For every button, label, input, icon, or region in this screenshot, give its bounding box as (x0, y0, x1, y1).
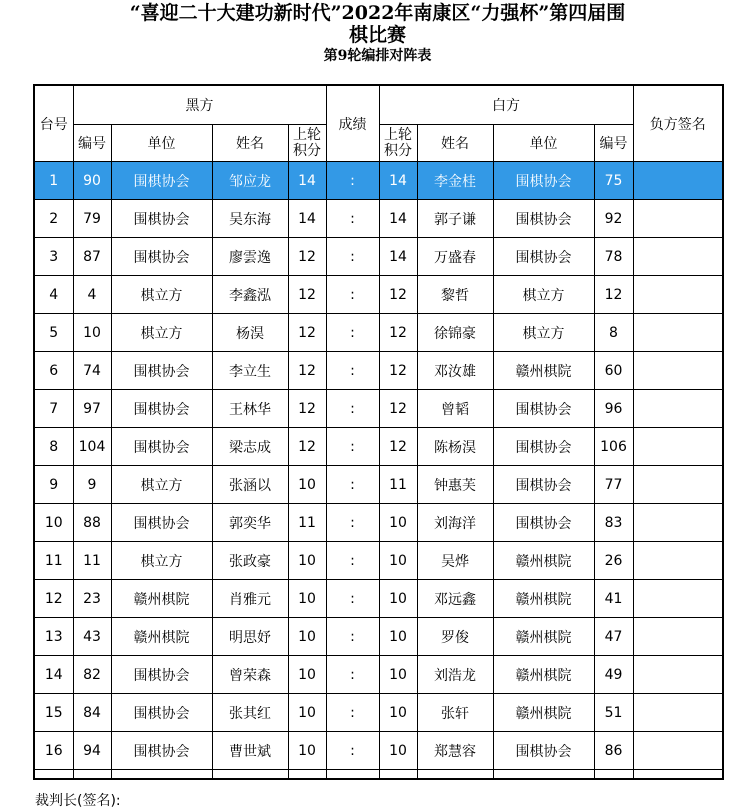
cell-result[interactable]: : (326, 694, 379, 732)
pairing-table (33, 84, 724, 780)
empty-cell (493, 770, 594, 780)
cell-white-name[interactable]: 张轩 (417, 694, 493, 732)
cell-table-no[interactable]: 16 (34, 732, 73, 770)
empty-cell (34, 770, 73, 780)
cell-white-unit[interactable]: 赣州棋院 (493, 580, 594, 618)
table-row[interactable] (34, 428, 723, 466)
cell-white-number[interactable]: 86 (594, 732, 633, 770)
cell-black-unit[interactable]: 棋立方 (111, 466, 212, 504)
cell-black-prev-score[interactable]: 10 (288, 580, 326, 618)
cell-white-unit[interactable]: 赣州棋院 (493, 352, 594, 390)
cell-result[interactable]: : (326, 162, 379, 200)
cell-table-no[interactable]: 6 (34, 352, 73, 390)
cell-white-unit[interactable]: 棋立方 (493, 314, 594, 352)
table-row[interactable] (34, 656, 723, 694)
cell-white-number[interactable]: 92 (594, 200, 633, 238)
cell-white-unit[interactable]: 棋立方 (493, 276, 594, 314)
empty-cell (379, 770, 417, 780)
cell-result[interactable]: : (326, 732, 379, 770)
cell-loser-sign[interactable] (633, 618, 723, 656)
cell-result[interactable]: : (326, 428, 379, 466)
cell-white-prev-score[interactable]: 12 (379, 314, 417, 352)
cell-black-name[interactable]: 肖雅元 (212, 580, 288, 618)
cell-black-unit[interactable]: 围棋协会 (111, 200, 212, 238)
cell-black-unit[interactable]: 围棋协会 (111, 352, 212, 390)
table-row[interactable] (34, 276, 723, 314)
empty-cell (212, 770, 288, 780)
cell-result[interactable]: : (326, 238, 379, 276)
cell-white-number[interactable]: 83 (594, 504, 633, 542)
cell-black-number[interactable]: 11 (73, 542, 111, 580)
cell-black-unit[interactable]: 围棋协会 (111, 694, 212, 732)
cell-black-name[interactable]: 郭奕华 (212, 504, 288, 542)
cell-black-unit[interactable]: 围棋协会 (111, 732, 212, 770)
cell-result[interactable]: : (326, 314, 379, 352)
cell-black-name[interactable]: 邹应龙 (212, 162, 288, 200)
cell-white-number[interactable]: 26 (594, 542, 633, 580)
cell-white-name[interactable]: 刘海洋 (417, 504, 493, 542)
pairing-rows (34, 162, 723, 780)
cell-white-unit[interactable]: 围棋协会 (493, 428, 594, 466)
cell-result[interactable]: : (326, 390, 379, 428)
header-black-name: 姓名 (212, 125, 288, 162)
cell-black-name[interactable]: 吴东海 (212, 200, 288, 238)
cell-white-unit[interactable]: 围棋协会 (493, 466, 594, 504)
table-row[interactable] (34, 504, 723, 542)
chief-referee-signature: 裁判长(签名): (35, 793, 121, 809)
cell-black-unit[interactable]: 围棋协会 (111, 162, 212, 200)
cell-black-number[interactable]: 74 (73, 352, 111, 390)
cell-white-name[interactable]: 郭子谦 (417, 200, 493, 238)
cell-black-unit[interactable]: 赣州棋院 (111, 618, 212, 656)
cell-white-prev-score[interactable]: 10 (379, 580, 417, 618)
cell-white-name[interactable]: 郑慧容 (417, 732, 493, 770)
cell-white-name[interactable]: 曾韬 (417, 390, 493, 428)
header-black-number: 编号 (73, 125, 111, 162)
cell-loser-sign[interactable] (633, 314, 723, 352)
cell-loser-sign[interactable] (633, 580, 723, 618)
cell-white-prev-score[interactable]: 14 (379, 238, 417, 276)
header-black: 黑方 (73, 85, 326, 125)
cell-black-unit[interactable]: 围棋协会 (111, 656, 212, 694)
cell-result[interactable]: : (326, 466, 379, 504)
header-loser-sign: 负方签名 (633, 85, 723, 162)
cell-black-prev-score[interactable]: 10 (288, 656, 326, 694)
cell-result[interactable]: : (326, 504, 379, 542)
cell-black-name[interactable]: 曾荣森 (212, 656, 288, 694)
cell-black-name[interactable]: 曹世斌 (212, 732, 288, 770)
cell-white-name[interactable]: 徐锦豪 (417, 314, 493, 352)
cell-black-number[interactable]: 43 (73, 618, 111, 656)
cell-table-no[interactable]: 15 (34, 694, 73, 732)
cell-black-number[interactable]: 79 (73, 200, 111, 238)
cell-white-prev-score[interactable]: 12 (379, 390, 417, 428)
cell-black-number[interactable]: 4 (73, 276, 111, 314)
table-row[interactable] (34, 466, 723, 504)
cell-white-number[interactable]: 8 (594, 314, 633, 352)
cell-white-prev-score[interactable]: 10 (379, 656, 417, 694)
cell-loser-sign[interactable] (633, 694, 723, 732)
header-white-prev-score: 上轮积分 (379, 125, 417, 162)
cell-black-unit[interactable]: 棋立方 (111, 542, 212, 580)
cell-white-name[interactable]: 黎哲 (417, 276, 493, 314)
cell-white-prev-score[interactable]: 12 (379, 276, 417, 314)
cell-loser-sign[interactable] (633, 428, 723, 466)
cell-white-number[interactable]: 12 (594, 276, 633, 314)
table-row[interactable] (34, 580, 723, 618)
cell-black-name[interactable]: 王林华 (212, 390, 288, 428)
cell-black-prev-score[interactable]: 10 (288, 694, 326, 732)
cell-table-no[interactable]: 8 (34, 428, 73, 466)
cell-table-no[interactable]: 12 (34, 580, 73, 618)
cell-table-no[interactable]: 2 (34, 200, 73, 238)
empty-cell (633, 770, 723, 780)
cell-result[interactable]: : (326, 618, 379, 656)
header-black-prev-score: 上轮积分 (288, 125, 326, 162)
cell-table-no[interactable]: 11 (34, 542, 73, 580)
cell-table-no[interactable]: 5 (34, 314, 73, 352)
title-line-2: 棋比赛 (348, 24, 406, 46)
cell-black-name[interactable]: 李鑫泓 (212, 276, 288, 314)
cell-black-name[interactable]: 廖雲逸 (212, 238, 288, 276)
table-row[interactable] (34, 314, 723, 352)
cell-result[interactable]: : (326, 352, 379, 390)
cell-loser-sign[interactable] (633, 466, 723, 504)
cell-white-number[interactable]: 49 (594, 656, 633, 694)
cell-white-name[interactable]: 李金桂 (417, 162, 493, 200)
cell-white-number[interactable]: 51 (594, 694, 633, 732)
table-row[interactable] (34, 238, 723, 276)
cell-white-name[interactable]: 邓汝雄 (417, 352, 493, 390)
cell-white-prev-score[interactable]: 10 (379, 694, 417, 732)
cell-black-name[interactable]: 张政豪 (212, 542, 288, 580)
cell-white-unit[interactable]: 赣州棋院 (493, 542, 594, 580)
cell-black-unit[interactable]: 围棋协会 (111, 504, 212, 542)
cell-black-prev-score[interactable]: 12 (288, 276, 326, 314)
cell-white-name[interactable]: 刘浩龙 (417, 656, 493, 694)
cell-black-number[interactable]: 94 (73, 732, 111, 770)
cell-loser-sign[interactable] (633, 162, 723, 200)
cell-loser-sign[interactable] (633, 390, 723, 428)
cell-white-prev-score[interactable]: 10 (379, 504, 417, 542)
cell-white-name[interactable]: 罗俊 (417, 618, 493, 656)
cell-black-prev-score[interactable]: 10 (288, 466, 326, 504)
header-row-1 (34, 85, 723, 125)
table-row[interactable] (34, 694, 723, 732)
table-row[interactable] (34, 200, 723, 238)
cell-white-number[interactable]: 60 (594, 352, 633, 390)
cell-black-number[interactable]: 97 (73, 390, 111, 428)
cell-white-prev-score[interactable]: 10 (379, 618, 417, 656)
cell-white-prev-score[interactable]: 12 (379, 352, 417, 390)
cell-loser-sign[interactable] (633, 542, 723, 580)
cell-white-unit[interactable]: 赣州棋院 (493, 618, 594, 656)
empty-cell (73, 770, 111, 780)
cell-black-prev-score[interactable]: 10 (288, 542, 326, 580)
cell-white-prev-score[interactable]: 10 (379, 732, 417, 770)
cell-white-prev-score[interactable]: 12 (379, 428, 417, 466)
cell-black-name[interactable]: 梁志成 (212, 428, 288, 466)
header-table-no: 台号 (34, 85, 73, 162)
cell-loser-sign[interactable] (633, 352, 723, 390)
header-white-number: 编号 (594, 125, 633, 162)
cell-black-prev-score[interactable]: 14 (288, 162, 326, 200)
cell-black-name[interactable]: 李立生 (212, 352, 288, 390)
cell-black-number[interactable]: 9 (73, 466, 111, 504)
cell-black-name[interactable]: 明思妤 (212, 618, 288, 656)
cell-result[interactable]: : (326, 276, 379, 314)
table-row[interactable] (34, 732, 723, 770)
cell-white-unit[interactable]: 围棋协会 (493, 504, 594, 542)
table-row[interactable] (34, 390, 723, 428)
cell-black-prev-score[interactable]: 12 (288, 390, 326, 428)
cell-black-prev-score[interactable]: 12 (288, 314, 326, 352)
cell-black-prev-score[interactable]: 11 (288, 504, 326, 542)
table-row[interactable] (34, 162, 723, 200)
empty-cell (288, 770, 326, 780)
cell-white-prev-score[interactable]: 14 (379, 200, 417, 238)
header-black-unit: 单位 (111, 125, 212, 162)
cell-white-unit[interactable]: 围棋协会 (493, 732, 594, 770)
table-row[interactable] (34, 352, 723, 390)
cell-white-unit[interactable]: 围棋协会 (493, 200, 594, 238)
cell-loser-sign[interactable] (633, 656, 723, 694)
cell-loser-sign[interactable] (633, 238, 723, 276)
header-white: 白方 (379, 85, 633, 125)
cell-white-name[interactable]: 陈杨淏 (417, 428, 493, 466)
cell-white-name[interactable]: 邓远鑫 (417, 580, 493, 618)
title-line-1: “喜迎二十大建功新时代”2022年南康区“力强杯”第四届围 (129, 2, 626, 24)
header-result: 成绩 (326, 85, 379, 162)
cell-black-prev-score[interactable]: 12 (288, 428, 326, 466)
cell-black-number[interactable]: 87 (73, 238, 111, 276)
cell-black-number[interactable]: 84 (73, 694, 111, 732)
cell-white-unit[interactable]: 围棋协会 (493, 390, 594, 428)
cell-white-number[interactable]: 96 (594, 390, 633, 428)
cell-white-unit[interactable]: 赣州棋院 (493, 656, 594, 694)
cell-white-number[interactable]: 41 (594, 580, 633, 618)
header-white-unit: 单位 (493, 125, 594, 162)
table-row-empty (34, 770, 723, 780)
empty-cell (326, 770, 379, 780)
cell-table-no[interactable]: 1 (34, 162, 73, 200)
empty-cell (111, 770, 212, 780)
cell-result[interactable]: : (326, 580, 379, 618)
cell-table-no[interactable]: 9 (34, 466, 73, 504)
cell-white-prev-score[interactable]: 11 (379, 466, 417, 504)
cell-black-prev-score[interactable]: 10 (288, 732, 326, 770)
document-title (0, 2, 755, 46)
cell-black-number[interactable]: 88 (73, 504, 111, 542)
cell-white-number[interactable]: 78 (594, 238, 633, 276)
cell-black-number[interactable]: 104 (73, 428, 111, 466)
table-row[interactable] (34, 618, 723, 656)
cell-white-prev-score[interactable]: 14 (379, 162, 417, 200)
cell-result[interactable]: : (326, 656, 379, 694)
cell-white-unit[interactable]: 围棋协会 (493, 238, 594, 276)
cell-black-number[interactable]: 82 (73, 656, 111, 694)
cell-black-number[interactable]: 10 (73, 314, 111, 352)
cell-white-name[interactable]: 万盛春 (417, 238, 493, 276)
cell-black-unit[interactable]: 棋立方 (111, 314, 212, 352)
cell-black-name[interactable]: 张其红 (212, 694, 288, 732)
empty-cell (594, 770, 633, 780)
cell-black-unit[interactable]: 赣州棋院 (111, 580, 212, 618)
cell-black-number[interactable]: 90 (73, 162, 111, 200)
cell-black-prev-score[interactable]: 10 (288, 618, 326, 656)
cell-white-name[interactable]: 吴烨 (417, 542, 493, 580)
cell-white-prev-score[interactable]: 10 (379, 542, 417, 580)
cell-black-name[interactable]: 杨淏 (212, 314, 288, 352)
cell-table-no[interactable]: 10 (34, 504, 73, 542)
cell-white-unit[interactable]: 赣州棋院 (493, 694, 594, 732)
cell-loser-sign[interactable] (633, 200, 723, 238)
cell-black-prev-score[interactable]: 12 (288, 238, 326, 276)
cell-table-no[interactable]: 7 (34, 390, 73, 428)
cell-white-number[interactable]: 77 (594, 466, 633, 504)
empty-cell (417, 770, 493, 780)
cell-result[interactable]: : (326, 542, 379, 580)
cell-white-number[interactable]: 106 (594, 428, 633, 466)
cell-table-no[interactable]: 13 (34, 618, 73, 656)
cell-loser-sign[interactable] (633, 504, 723, 542)
cell-table-no[interactable]: 3 (34, 238, 73, 276)
cell-black-prev-score[interactable]: 14 (288, 200, 326, 238)
table-row[interactable] (34, 542, 723, 580)
cell-black-unit[interactable]: 围棋协会 (111, 428, 212, 466)
cell-table-no[interactable]: 14 (34, 656, 73, 694)
cell-loser-sign[interactable] (633, 276, 723, 314)
header-row-2 (34, 125, 723, 162)
round-subtitle: 第9轮编排对阵表 (323, 48, 432, 64)
cell-loser-sign[interactable] (633, 732, 723, 770)
cell-result[interactable]: : (326, 200, 379, 238)
cell-table-no[interactable]: 4 (34, 276, 73, 314)
cell-black-name[interactable]: 张涵以 (212, 466, 288, 504)
cell-black-number[interactable]: 23 (73, 580, 111, 618)
cell-white-name[interactable]: 钟惠芙 (417, 466, 493, 504)
header-white-name: 姓名 (417, 125, 493, 162)
cell-black-unit[interactable]: 围棋协会 (111, 238, 212, 276)
cell-white-number[interactable]: 47 (594, 618, 633, 656)
cell-white-number[interactable]: 75 (594, 162, 633, 200)
cell-black-prev-score[interactable]: 12 (288, 352, 326, 390)
cell-black-unit[interactable]: 围棋协会 (111, 390, 212, 428)
cell-black-unit[interactable]: 棋立方 (111, 276, 212, 314)
cell-white-unit[interactable]: 围棋协会 (493, 162, 594, 200)
